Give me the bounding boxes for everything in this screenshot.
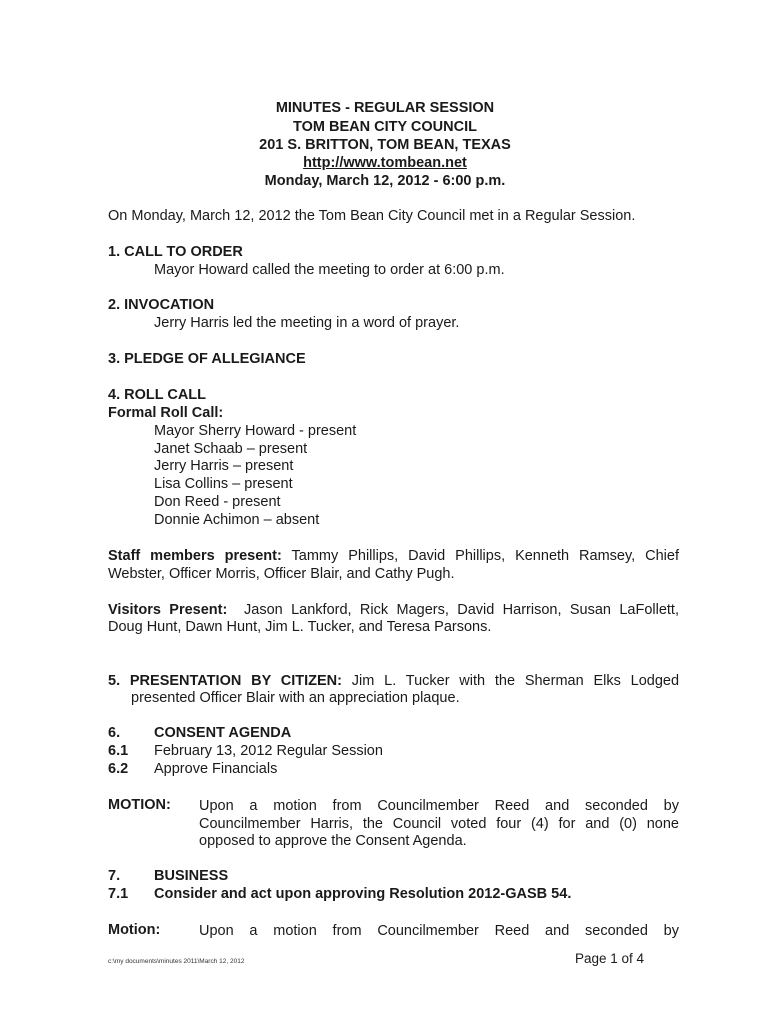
consent-item-number: 6.2	[108, 761, 129, 777]
website-line	[0, 155, 770, 171]
section-number-consent: 6.	[108, 725, 121, 741]
call-to-order-text: Mayor Howard called the meeting to order at 6:00 p.m.	[154, 262, 505, 278]
council-name: TOM BEAN CITY COUNCIL	[293, 119, 477, 135]
presentation-line1	[108, 672, 679, 690]
staff-members-line1	[108, 547, 679, 565]
presentation-line2: presented Officer Blair with an appreciation plaque.	[131, 690, 460, 706]
business-item-text: Consider and act upon approving Resolution 2012-GASB 54.	[154, 886, 572, 902]
staff-members-line2: Webster, Officer Morris, Officer Blair, and Cathy Pugh.	[108, 566, 455, 582]
motion-label: MOTION:	[108, 797, 171, 813]
invocation-text: Jerry Harris led the meeting in a word of prayer.	[154, 315, 460, 331]
motion-text-line3: opposed to approve the Consent Agenda.	[199, 833, 467, 849]
motion-text-line1: Upon a motion from Councilmember Reed and seconded by	[199, 923, 679, 939]
visitors-line1	[108, 601, 679, 619]
visitors-text: Jason Lankford, Rick Magers, David Harrison, Susan LaFollett,	[244, 602, 679, 618]
meeting-date: Monday, March 12, 2012 - 6:00 p.m.	[264, 173, 506, 189]
section-heading-consent-agenda: CONSENT AGENDA	[154, 725, 292, 741]
roll-call-entry: Jerry Harris – present	[154, 458, 294, 474]
roll-call-entry: Lisa Collins – present	[154, 476, 293, 492]
doc-title: MINUTES - REGULAR SESSION	[275, 100, 495, 116]
footer-page-number: Page 1 of 4	[575, 951, 645, 966]
presentation-text: Jim L. Tucker with the Sherman Elks Lodged	[351, 673, 680, 689]
consent-item-text: February 13, 2012 Regular Session	[154, 743, 383, 759]
staff-members-label: Staff members present:	[108, 548, 282, 564]
roll-call-entry: Donnie Achimon – absent	[154, 512, 320, 528]
section-number-business: 7.	[108, 868, 121, 884]
presentation-label: 5. PRESENTATION BY CITIZEN:	[108, 673, 342, 689]
visitors-line2: Doug Hunt, Dawn Hunt, Jim L. Tucker, and Teresa Parsons.	[108, 619, 492, 635]
business-item-number: 7.1	[108, 886, 129, 902]
section-heading-invocation: 2. INVOCATION	[108, 297, 215, 313]
roll-call-entry: Janet Schaab – present	[154, 441, 308, 457]
footer-file-path: c:\my documents\minutes 2011\March 12, 2012	[108, 958, 245, 965]
consent-item-text: Approve Financials	[154, 761, 278, 777]
staff-members-text: Tammy Phillips, David Phillips, Kenneth Ramsey, Chief	[291, 548, 679, 564]
website-link[interactable]: http://www.tombean.net	[303, 155, 467, 171]
section-heading-call-to-order: 1. CALL TO ORDER	[108, 244, 243, 260]
section-heading-roll-call: 4. ROLL CALL	[108, 387, 207, 403]
visitors-label: Visitors Present:	[108, 602, 228, 618]
section-heading-pledge: 3. PLEDGE OF ALLEGIANCE	[108, 351, 306, 367]
roll-call-entry: Don Reed - present	[154, 494, 281, 510]
intro-paragraph: On Monday, March 12, 2012 the Tom Bean City Council met in a Regular Session.	[108, 208, 636, 224]
section-heading-business: BUSINESS	[154, 868, 229, 884]
motion-label: Motion:	[108, 922, 161, 938]
formal-roll-call-label: Formal Roll Call:	[108, 405, 224, 421]
council-address: 201 S. BRITTON, TOM BEAN, TEXAS	[259, 137, 511, 153]
motion-text-line2: Councilmember Harris, the Council voted four (4) for and (0) none	[199, 816, 679, 832]
roll-call-entry: Mayor Sherry Howard - present	[154, 423, 357, 439]
motion-text-line1: Upon a motion from Councilmember Reed and seconded by	[199, 798, 679, 814]
consent-item-number: 6.1	[108, 743, 129, 759]
